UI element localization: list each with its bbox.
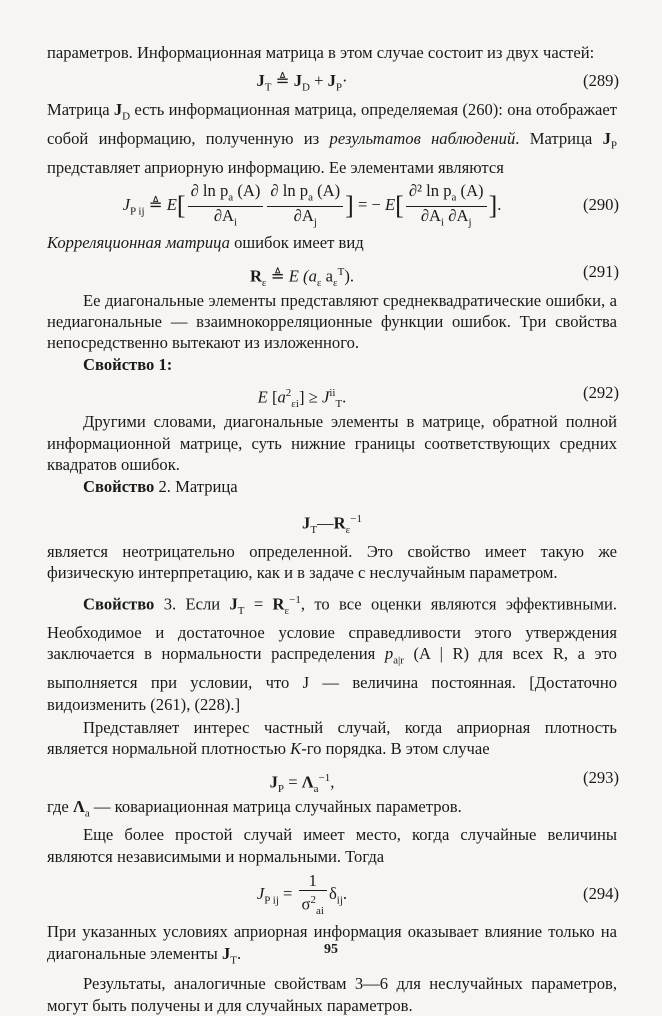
paragraph-4: Ее диагональные элементы представляют среднеквадратические ошибки, а недиагональные — взаимнокорреляционные функции ошибок. Три свойства непосредственно вытекают из изложенного. <box>47 290 617 353</box>
page-number: 95 <box>324 942 338 957</box>
equation-290-formula: $J_{P ij}$ ≜ E[ $\frac{\partial \ln p_a (A)}{\partial A_i}$ $\frac{\partial \ln p_a (A)}{\partial A_j}$ ] = − E[ $\frac{\partial^2 \ln p_a (A)}{\partial A_i \partial A_j}$ ]. <box>122 180 502 229</box>
paragraph-8: Представляет интерес частный случай, когда априорная плотность является нормальной плотностью K-го порядка. В этом случае <box>47 717 617 759</box>
equation-289-number: (289) <box>583 71 619 91</box>
equation-289-formula: $J_T$ ≜ $J_D + J_P\cdot$ <box>256 71 348 94</box>
equation-jt-minus-r <box>47 497 617 541</box>
equation-293 <box>47 760 617 796</box>
equation-290-number: (290) <box>583 195 619 215</box>
paragraph-1: параметров. Информационная матрица в этом случае состоит из двух частей: <box>47 43 595 62</box>
equation-289 <box>47 63 617 99</box>
equation-294-formula: $J_{P ij}$ = $\frac{1}{\sigma^2_{ai}}$ $\delta_{ij}$. <box>256 870 348 917</box>
equation-294 <box>47 867 617 921</box>
equation-292 <box>47 375 617 411</box>
equation-291 <box>47 254 617 290</box>
paragraph-12: Результаты, аналогичные свойствам 3—6 для неслучайных параметров, могут быть получены и для случайных параметров. <box>47 974 617 1015</box>
paragraph-7: Свойство 3. Если $J_T = R_\varepsilon^{-1}$, то все оценки являются эффективными. Необходимое и достаточное условие справедливости этого утверждения заключается в нормальности распределения $p_{a|r}$ (A | R) для всех R, а это выполняется при условии, что J — величина постоянная. [Достаточно видоизменить (261), (228).] <box>47 593 617 714</box>
equation-293-number: (293) <box>583 767 619 787</box>
equation-291-formula: $R_\varepsilon$ ≜ E ($a_\varepsilon$ $a_\varepsilon^T$). <box>249 265 355 289</box>
paragraph-11: При указанных условиях априорная информация оказывает влияние только на диагональные элементы $J_T$. <box>47 922 617 966</box>
property-1-heading: Свойство 1: <box>83 354 173 374</box>
equation-292-formula: E $[a^2_{\varepsilon i}] \ge J^{ii}_T$. <box>257 387 347 411</box>
paragraph-9: где $\Lambda_a$ — ковариационная матрица случайных параметров. <box>47 796 462 820</box>
equation-291-number: (291) <box>583 261 619 281</box>
equation-jt-minus-r-formula: $J_T—R_\varepsilon^{-1}$ <box>302 512 362 536</box>
equation-293-formula: $J_P = \Lambda_a^{-1}$, <box>269 771 335 795</box>
paragraph-6: является неотрицательно определенной. Это свойство имеет такую же физическую интерпретацию, как и в задаче с неслучайным параметром. <box>47 541 617 583</box>
equation-292-number: (292) <box>583 383 619 403</box>
equation-294-number: (294) <box>583 884 619 904</box>
property-2-heading: Свойство 2. Матрица <box>83 476 238 496</box>
paragraph-10: Еще более простой случай имеет место, когда случайные величины являются независимыми и нормальными. Тогда <box>47 825 617 866</box>
page-body <box>47 42 617 1016</box>
paragraph-2: Матрица $J_D$ есть информационная матрица, определяемая (260): она отображает собой информацию, полученную из результатов наблюдений. Матрица $J_P$ представляет априорную информацию. Ее элементами являются <box>47 100 617 177</box>
paragraph-5: Другими словами, диагональные элементы в матрице, обратной полной информационной матрице, суть нижние границы соответствующих средних квадратов ошибок. <box>47 412 617 475</box>
paragraph-3: Корреляционная матрица ошибок имеет вид <box>47 233 364 253</box>
equation-290 <box>47 178 617 232</box>
